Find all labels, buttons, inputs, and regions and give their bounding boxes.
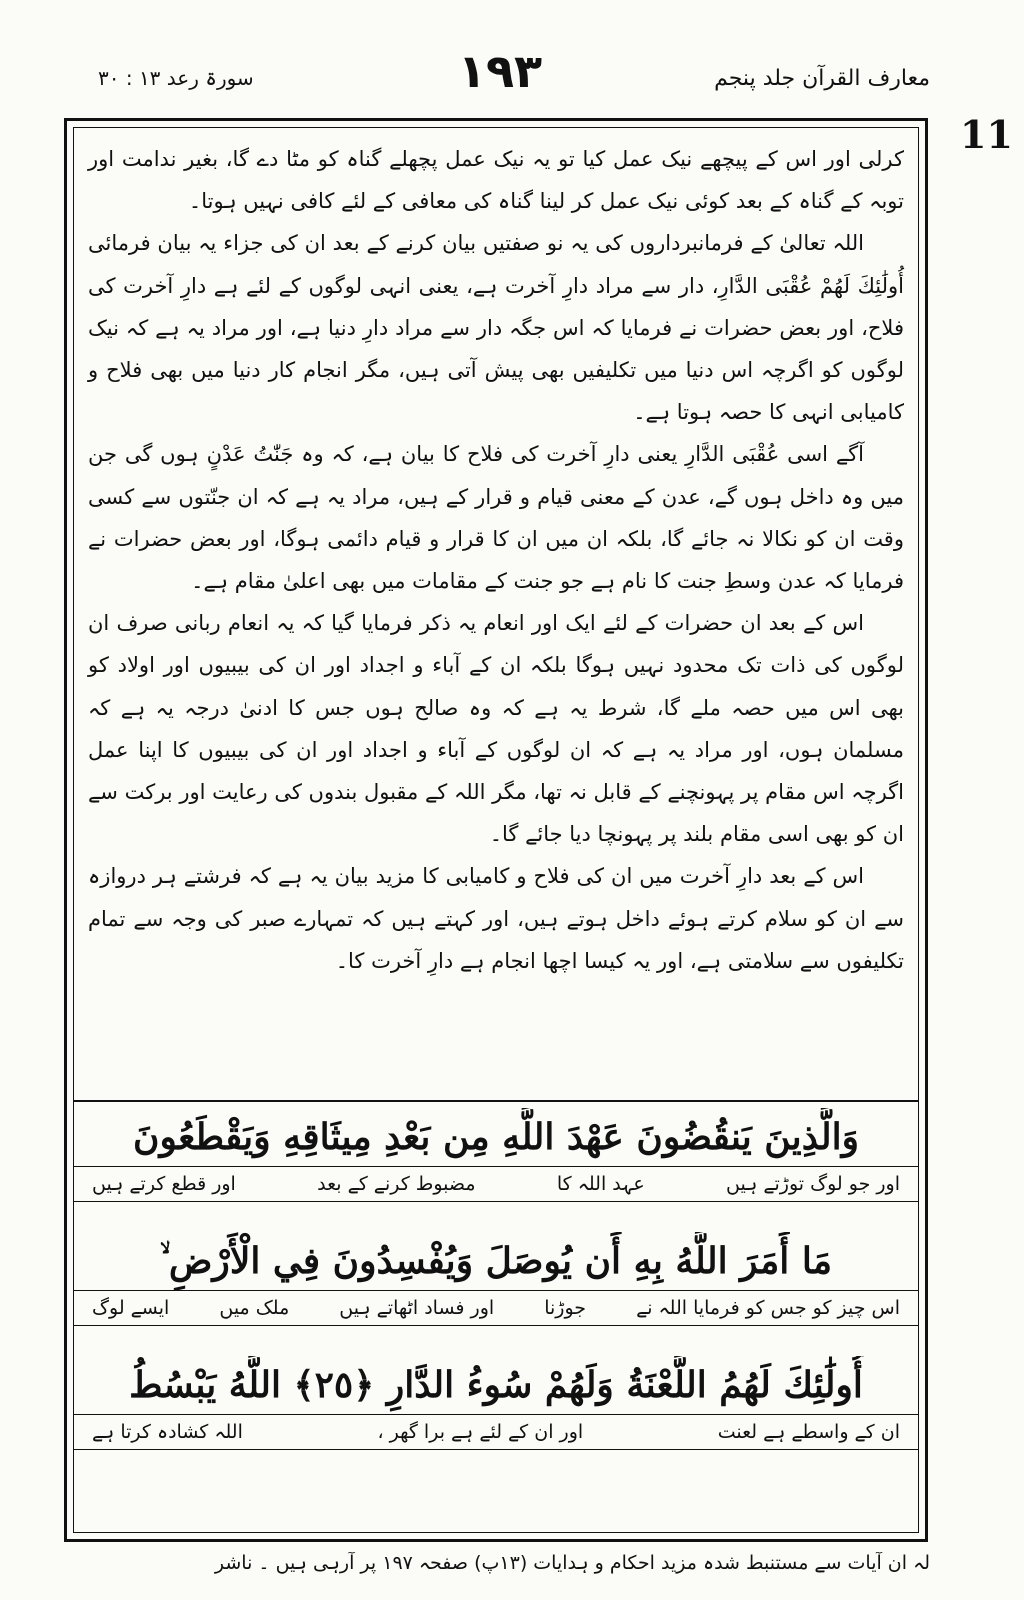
- translation-phrase: ان کے واسطے ہے لعنت: [717, 1421, 900, 1443]
- arabic-verse: مَا أَمَرَ اللَّهُ بِهِ أَن يُوصَلَ وَيُفْسِدُونَ فِي الْأَرْضِ ۙ: [159, 1240, 833, 1282]
- translation-phrase: ایسے لوگ: [92, 1297, 170, 1319]
- translation-phrase: ملک میں: [219, 1297, 290, 1319]
- surah-reference: سورۃ رعد ۱۳ : ۳۰: [98, 66, 254, 90]
- margin-mark: 11: [960, 112, 1013, 157]
- verse-block-3: [74, 1356, 918, 1450]
- verse-translation: [74, 1166, 918, 1202]
- translation-phrase: اس چیز کو جس کو فرمایا اللہ نے: [636, 1297, 900, 1319]
- translation-phrase: اور جو لوگ توڑتے ہیں: [726, 1173, 900, 1195]
- book-title: معارف القرآن جلد پنجم: [714, 66, 930, 91]
- translation-phrase: اور فساد اٹھاتے ہیں: [339, 1297, 495, 1319]
- paragraph: اس کے بعد ان حضرات کے لئے ایک اور انعام یہ ذکر فرمایا گیا کہ یہ انعام ربانی صرف ان لوگوں کی ذات تک محدود نہیں ہوگا بلکہ ان کے آباء و اجداد اور ان کی بیبیوں اور اولاد کو بھی اس میں حصہ ملے گا، شرط یہ ہے کہ وہ صالح ہوں جس کا ادنیٰ درجہ یہ ہے کہ مسلمان ہوں، اور مراد یہ ہے کہ ان لوگوں کے آباء و اجداد اور ان کی بیبیوں کا اپنا عمل اگرچہ اس مقام پر پہونچنے کے قابل نہ تھا، مگر اللہ کے مقبول بندوں کی رعایت اور برکت سے ان کو بھی اسی مقام بلند پر پہونچا دیا جائے گا۔: [88, 611, 904, 847]
- inner-frame: [73, 127, 919, 1533]
- translation-phrase: اور قطع کرتے ہیں: [92, 1173, 236, 1195]
- verse-translation: [74, 1414, 918, 1450]
- commentary-text: [88, 138, 904, 982]
- page-header: [70, 44, 930, 104]
- translation-phrase: مضبوط کرنے کے بعد: [317, 1173, 476, 1195]
- verse-translation: [74, 1290, 918, 1326]
- verse-block-1: [74, 1108, 918, 1202]
- verse-block-2: [74, 1232, 918, 1326]
- paragraph: آگے اسی عُقْبَى الدَّارِ یعنی دارِ آخرت کی فلاح کا بیان ہے، کہ وہ جَنّٰتُ عَدْنٍ ہوں گی جن میں وہ داخل ہوں گے، عدن کے معنی قیام و قرار کے ہیں، مراد یہ ہے کہ ان جنّتوں سے کسی وقت ان کو نکالا نہ جائے گا، بلکہ ان میں ان کا قرار و قیام دائمی ہوگا، اور بعض حضرات نے فرمایا کہ عدن وسطِ جنت کا نام ہے جو جنت کے مقامات میں بھی اعلیٰ مقام ہے۔: [88, 442, 904, 594]
- translation-phrase: اللہ کشادہ کرتا ہے: [92, 1421, 243, 1443]
- paragraph: کرلی اور اس کے پیچھے نیک عمل کیا تو یہ نیک عمل پچھلے گناہ کو مٹا دے گا، بغیر ندامت اور توبہ کے گناہ کے بعد کوئی نیک عمل کر لینا گناہ کی معافی کے لئے کافی نہیں ہوتا۔: [88, 147, 904, 214]
- arabic-verse: وَالَّذِينَ يَنقُضُونَ عَهْدَ اللَّهِ مِن بَعْدِ مِيثَاقِهِ وَيَقْطَعُونَ: [133, 1116, 859, 1158]
- paragraph: اللہ تعالیٰ کے فرمانبرداروں کی یہ نو صفتیں بیان کرنے کے بعد ان کی جزاء یہ بیان فرمائی أُولَٰئِكَ لَهُمْ عُقْبَى الدَّارِ، دار سے مراد دارِ آخرت ہے، یعنی انہی لوگوں کے لئے ہے دارِ آخرت کی فلاح، اور بعض حضرات نے فرمایا کہ اس جگہ دار سے مراد دارِ دنیا ہے، اور مراد یہ ہے کہ نیک لوگوں کو اگرچہ اس دنیا میں تکلیفیں بھی پیش آتی ہیں، مگر انجام کار دنیا میں بھی فلاح و کامیابی انہی کا حصہ ہوتا ہے۔: [88, 231, 904, 425]
- translation-phrase: اور ان کے لئے ہے برا گھر ،: [377, 1421, 584, 1443]
- section-divider: [74, 1100, 918, 1102]
- footnote: لہ ان آیات سے مستنبط شدہ مزید احکام و ہدایات (۱۳پ) صفحہ ۱۹۷ پر آرہی ہیں ۔ ناشر: [214, 1552, 930, 1574]
- paragraph: اس کے بعد دارِ آخرت میں ان کی فلاح و کامیابی کا مزید بیان یہ ہے کہ فرشتے ہر دروازہ سے ان کو سلام کرتے ہوئے داخل ہوتے ہیں، اور کہتے ہیں کہ تمہارے صبر کی وجہ سے تمام تکلیفوں سے سلامتی ہے، اور یہ کیسا اچھا انجام ہے دارِ آخرت کا۔: [88, 864, 904, 973]
- translation-phrase: عہد اللہ کا: [556, 1173, 645, 1195]
- page-number: ۱۹۳: [457, 44, 543, 98]
- page-frame: [64, 118, 928, 1542]
- arabic-verse: أُولَٰئِكَ لَهُمُ اللَّعْنَةُ وَلَهُمْ سُوءُ الدَّارِ ﴿٢٥﴾ اللَّهُ يَبْسُطُ: [129, 1364, 863, 1406]
- translation-phrase: جوڑنا: [544, 1297, 587, 1319]
